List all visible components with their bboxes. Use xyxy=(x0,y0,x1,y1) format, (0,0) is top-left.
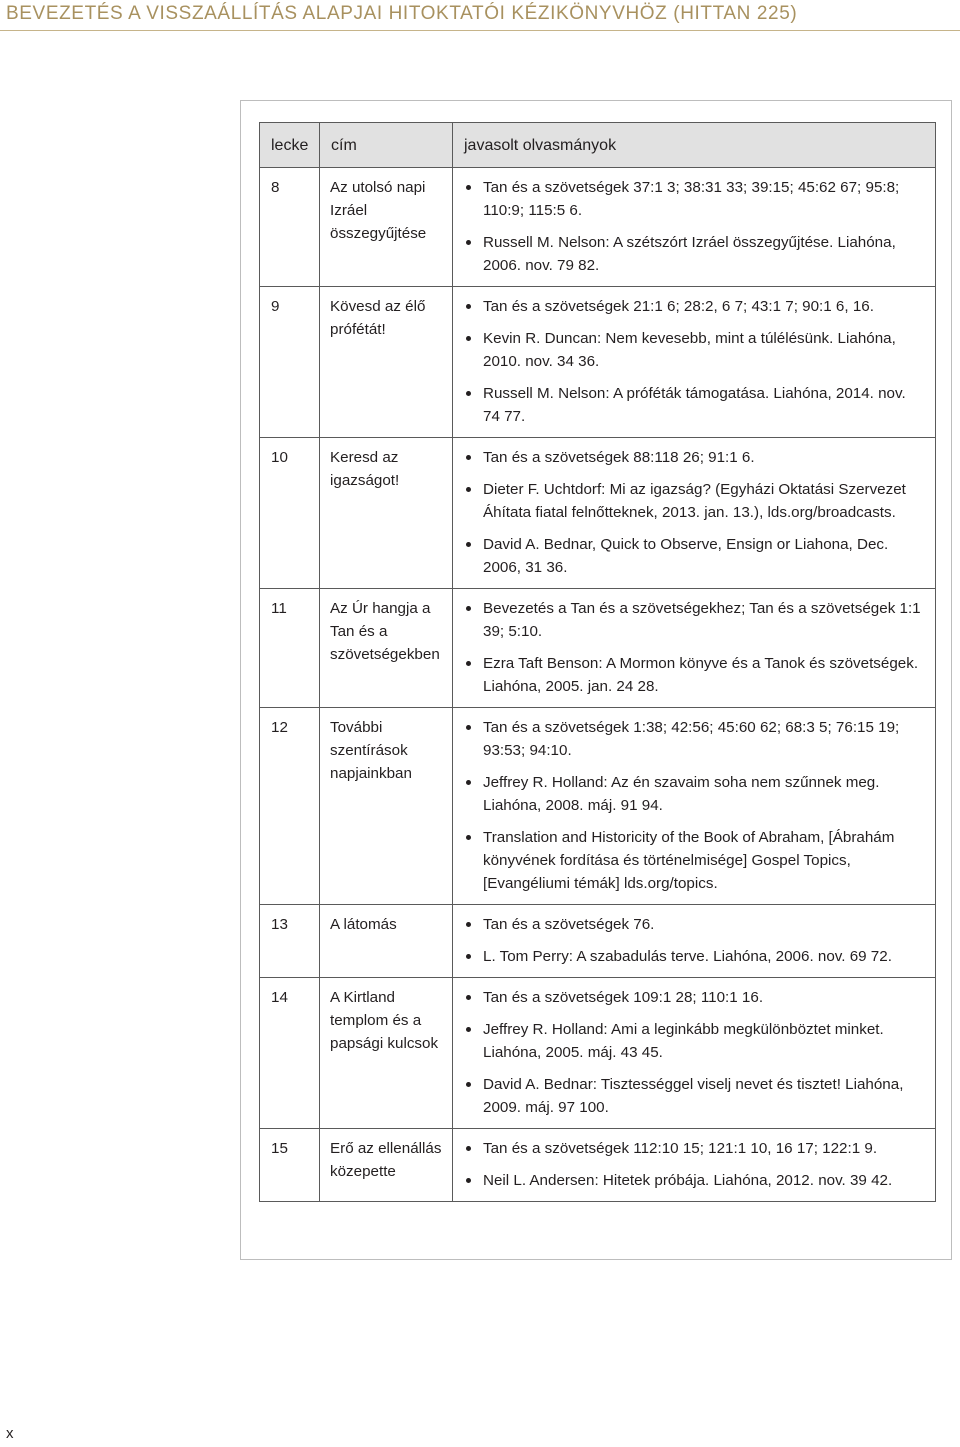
readings-list xyxy=(461,597,921,698)
lesson-title: A Kirtland templom és a papsági kulcsok xyxy=(320,978,453,1129)
lesson-number: 14 xyxy=(260,978,320,1129)
table-row xyxy=(260,905,936,978)
lesson-title: Az Úr hangja a Tan és a szövetségekben xyxy=(320,589,453,708)
column-header-title: cím xyxy=(320,123,453,168)
suggested-readings xyxy=(453,978,936,1129)
lesson-number: 13 xyxy=(260,905,320,978)
lesson-title: Kövesd az élő prófétát! xyxy=(320,287,453,438)
table-row xyxy=(260,438,936,589)
reading-item: Russell M. Nelson: A szétszórt Izráel összegyűjtése. Liahóna, 2006. nov. 79 82. xyxy=(461,231,921,277)
lesson-title: Keresd az igazságot! xyxy=(320,438,453,589)
readings-list xyxy=(461,446,921,579)
table-row xyxy=(260,589,936,708)
suggested-readings xyxy=(453,905,936,978)
reading-item: Tan és a szövetségek 37:1 3; 38:31 33; 39:15; 45:62 67; 95:8; 110:9; 115:5 6. xyxy=(461,176,921,222)
reading-item: Kevin R. Duncan: Nem kevesebb, mint a túlélésünk. Liahóna, 2010. nov. 34 36. xyxy=(461,327,921,373)
reading-item: Tan és a szövetségek 1:38; 42:56; 45:60 62; 68:3 5; 76:15 19; 93:53; 94:10. xyxy=(461,716,921,762)
lesson-number: 10 xyxy=(260,438,320,589)
suggested-readings xyxy=(453,708,936,905)
readings-list xyxy=(461,716,921,895)
lesson-number: 8 xyxy=(260,168,320,287)
reading-item: Bevezetés a Tan és a szövetségekhez; Tan és a szövetségek 1:1 39; 5:10. xyxy=(461,597,921,643)
readings-list xyxy=(461,986,921,1119)
lesson-number: 15 xyxy=(260,1129,320,1202)
suggested-readings xyxy=(453,438,936,589)
reading-item: Tan és a szövetségek 76. xyxy=(461,913,921,936)
reading-item: Jeffrey R. Holland: Ami a leginkább megkülönböztet minket. Liahóna, 2005. máj. 43 45. xyxy=(461,1018,921,1064)
lesson-title: További szentírások napjainkban xyxy=(320,708,453,905)
table-header xyxy=(260,123,936,168)
readings-list xyxy=(461,176,921,277)
reading-item: David A. Bednar, Quick to Observe, Ensign or Liahona, Dec. 2006, 31 36. xyxy=(461,533,921,579)
reading-item: Russell M. Nelson: A próféták támogatása. Liahóna, 2014. nov. 74 77. xyxy=(461,382,921,428)
reading-item: Tan és a szövetségek 112:10 15; 121:1 10, 16 17; 122:1 9. xyxy=(461,1137,921,1160)
table-body xyxy=(260,168,936,1202)
lesson-title: Az utolsó napi Izráel összegyűjtése xyxy=(320,168,453,287)
table-row xyxy=(260,168,936,287)
lesson-title: Erő az ellenállás közepette xyxy=(320,1129,453,1202)
table-row xyxy=(260,708,936,905)
readings-table xyxy=(259,122,936,1202)
column-header-readings: javasolt olvasmányok xyxy=(453,123,936,168)
suggested-readings xyxy=(453,1129,936,1202)
reading-item: Dieter F. Uchtdorf: Mi az igazság? (Egyházi Oktatási Szervezet Áhítata fiatal felnőtteknek, 2013. jan. 13.), lds.org/broadcasts. xyxy=(461,478,921,524)
readings-list xyxy=(461,913,921,968)
page-number: x xyxy=(6,1425,14,1442)
column-header-lesson: lecke xyxy=(260,123,320,168)
table-row xyxy=(260,1129,936,1202)
reading-item: Neil L. Andersen: Hitetek próbája. Liahóna, 2012. nov. 39 42. xyxy=(461,1169,921,1192)
table-row xyxy=(260,978,936,1129)
lesson-number: 9 xyxy=(260,287,320,438)
suggested-readings xyxy=(453,168,936,287)
lesson-title: A látomás xyxy=(320,905,453,978)
suggested-readings xyxy=(453,589,936,708)
reading-item: Tan és a szövetségek 88:118 26; 91:1 6. xyxy=(461,446,921,469)
readings-list xyxy=(461,295,921,428)
lesson-number: 12 xyxy=(260,708,320,905)
running-header xyxy=(0,0,960,34)
reading-item: L. Tom Perry: A szabadulás terve. Liahóna, 2006. nov. 69 72. xyxy=(461,945,921,968)
running-header-title: BEVEZETÉS A VISSZAÁLLÍTÁS ALAPJAI HITOKTATÓI KÉZIKÖNYVHÖZ (HITTAN 225) xyxy=(6,3,798,24)
reading-item: Tan és a szövetségek 109:1 28; 110:1 16. xyxy=(461,986,921,1009)
table-row xyxy=(260,287,936,438)
reading-item: Jeffrey R. Holland: Az én szavaim soha nem szűnnek meg. Liahóna, 2008. máj. 91 94. xyxy=(461,771,921,817)
readings-list xyxy=(461,1137,921,1192)
reading-item: David A. Bednar: Tisztességgel viselj nevet és tisztet! Liahóna, 2009. máj. 97 100. xyxy=(461,1073,921,1119)
lesson-number: 11 xyxy=(260,589,320,708)
reading-item: Translation and Historicity of the Book of Abraham, [Ábrahám könyvének fordítása és történelmisége] Gospel Topics, [Evangéliumi témák] lds.org/topics. xyxy=(461,826,921,895)
header-rule xyxy=(0,30,960,31)
suggested-readings xyxy=(453,287,936,438)
reading-item: Tan és a szövetségek 21:1 6; 28:2, 6 7; 43:1 7; 90:1 6, 16. xyxy=(461,295,921,318)
reading-item: Ezra Taft Benson: A Mormon könyve és a Tanok és szövetségek. Liahóna, 2005. jan. 24 28. xyxy=(461,652,921,698)
